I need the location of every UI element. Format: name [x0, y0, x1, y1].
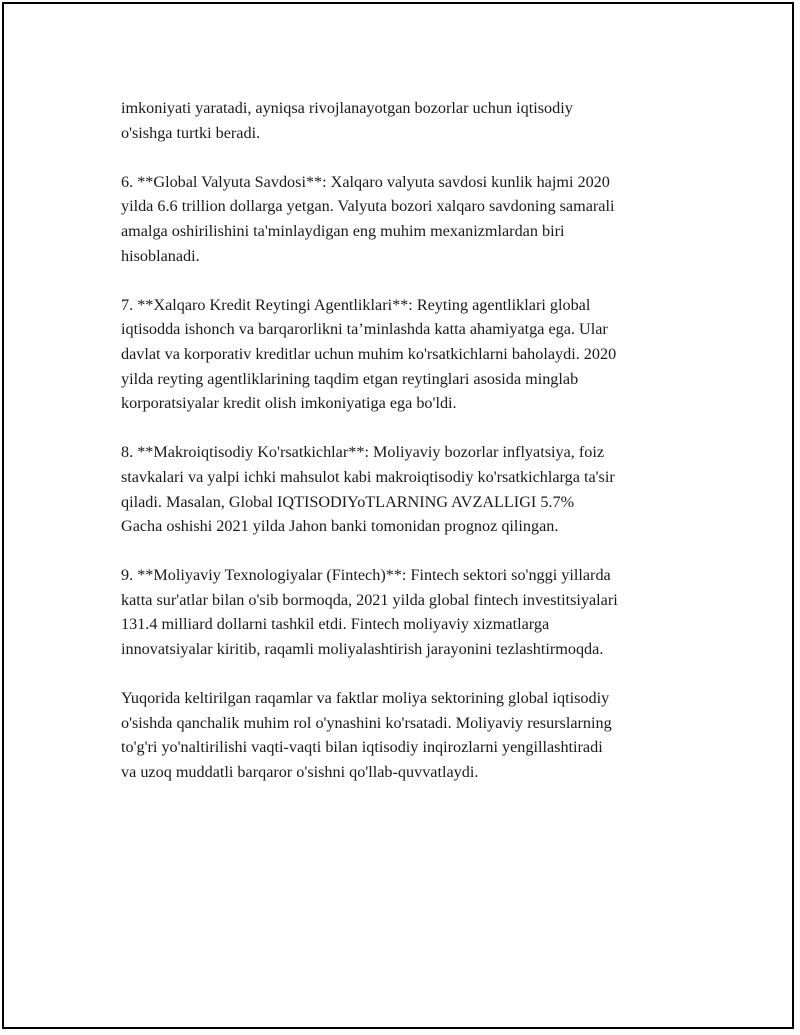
paragraph-global-currency-trade: 6. **Global Valyuta Savdosi**: Xalqaro valyuta savdosi kunlik hajmi 2020 yilda 6.6 trillion dollarga yetgan. Valyuta bozori xalqaro savdoning samarali amalga oshirilishini ta'minlaydigan eng muhim mexanizmlardan biri hisoblanadi.: [121, 172, 615, 265]
paragraph-conclusion: Yuqorida keltirilgan raqamlar va faktlar moliya sektorining global iqtisodiy o'sishda qanchalik muhim rol o'ynashini ko'rsatadi. Moliyaviy resurslarning to'g'ri yo'naltirilishi vaqti-vaqti bilan iqtisodiy inqirozlarni yengillashtiradi va uzoq muddatli barqaror o'sishni qo'llab-quvvatlaydi.: [121, 689, 612, 782]
paragraph-fintech: 9. **Moliyaviy Texnologiyalar (Fintech)**: Fintech sektori so'nggi yillarda katta sur'atlar bilan o'sib bormoqda, 2021 yilda global fintech investitsiyalari 131.4 milliard dollarni tashkil etdi. Fintech moliyaviy xizmatlarga innovatsiyalar kiritib, raqamli moliyalashtirish jarayonini tezlashtirmoqda.: [121, 566, 618, 659]
document-page: [2, 2, 794, 1029]
paragraph-intro-continuation: imkoniyati yaratadi, ayniqsa rivojlanayotgan bozorlar uchun iqtisodiy o'sishga turtki beradi.: [121, 99, 573, 142]
paragraph-credit-rating-agencies: 7. **Xalqaro Kredit Reytingi Agentliklari**: Reyting agentliklari global iqtisodda ishonch va barqarorlikni ta’minlashda katta ahamiyatga ega. Ular davlat va korporativ kreditlar uchun muhim ko'rsatkichlarni baholaydi. 2020 yilda reyting agentliklarining taqdim etgan reytinglari asosida minglab korporatsiyalar kredit olish imkoniyatiga ega bo'ldi.: [121, 295, 617, 413]
paragraph-macroeconomic-indicators: 8. **Makroiqtisodiy Ko'rsatkichlar**: Moliyaviy bozorlar inflyatsiya, foiz stavkalari va yalpi ichki mahsulot kabi makroiqtisodiy ko'rsatkichlarga ta'sir qiladi. Masalan, Global IQTISODIYoTLARNING AVZALLIGI 5.7% Gacha oshishi 2021 yilda Jahon banki tomonidan prognoz qilingan.: [121, 443, 615, 536]
document-body: [121, 96, 701, 809]
